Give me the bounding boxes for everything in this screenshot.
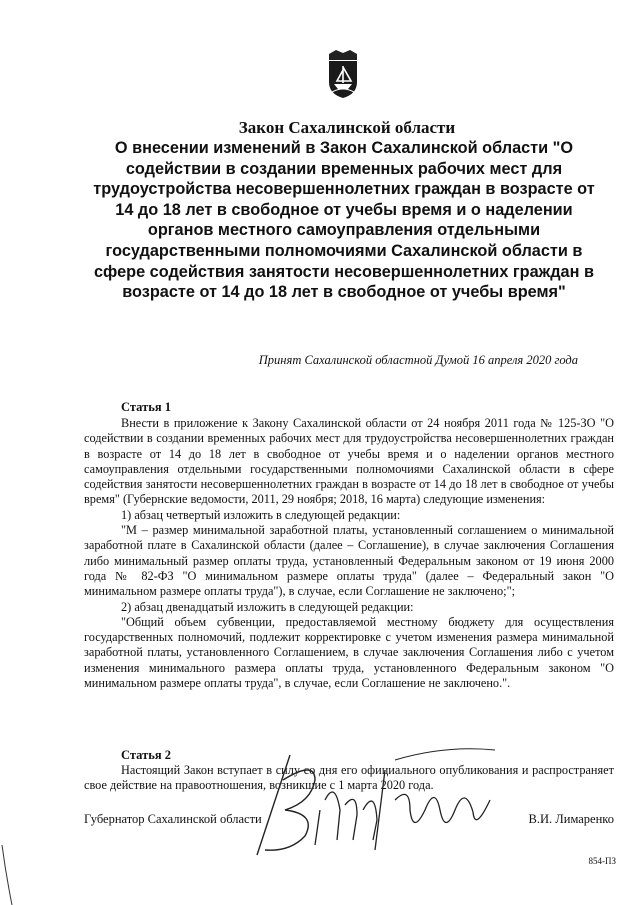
- adoption-note: Принят Сахалинской областной Думой 16 апреля 2020 года: [258, 353, 578, 367]
- article-1-paragraph: Внести в приложение к Закону Сахалинской области от 24 ноября 2011 года № 125-ЗО "О содействии в создании временных рабочих мест для трудоустройства несовершеннолетних граждан в возрасте от 14 до 18 лет в свободное от учебы время и о наделении органов местного самоуправления отдельными государственными полномочиями Сахалинской области в сфере содействия занятости несовершеннолетних граждан в возрасте от 14 до 18 лет в свободное от учебы время" (Губернские ведомости, 2011, 29 ноября; 2018, 16 марта) следующие изменения:: [84, 416, 614, 507]
- article-2-paragraph: Настоящий Закон вступает в силу со дня его официального опубликования и распространяет свое действие на правоотношения, возникшие с 1 марта 2020 года.: [84, 763, 614, 793]
- document-code: 854-ПЗ: [588, 856, 616, 866]
- article-1-heading: Статья 1: [121, 400, 171, 414]
- article-2-heading: Статья 2: [121, 748, 171, 762]
- article-1-quote-2: "Общий объем субвенции, предоставляемой местному бюджету для осуществления государственных полномочий, подлежит корректировке с учетом изменения размера минимальной заработной платы, установленного Соглашением, в случае заключения Соглашения либо с учетом изменения минимального размера оплаты труда, установленного Федеральным законом "О минимальном размере оплаты труда", в случае, если Соглашение не заключено.".: [84, 614, 614, 691]
- coat-of-arms-icon: [326, 48, 360, 100]
- article-1-body: [84, 416, 614, 691]
- law-subtitle: О внесении изменений в Закон Сахалинской области "О содействии в создании временных рабочих мест для трудоустройства несовершеннолетних граждан в возрасте от 14 до 18 лет в свободное от учебы время и о наделении органов местного самоуправления отдельными государственными полномочиями Сахалинской области в сфере содействия занятости несовершеннолетних граждан в возрасте от 14 до 18 лет в свободное от учебы время": [93, 139, 595, 302]
- article-1-item-2: 2) абзац двенадцатый изложить в следующей редакции:: [121, 599, 414, 614]
- signatory-name: В.И. Лимаренко: [528, 812, 614, 826]
- signatory-position: Губернатор Сахалинской области: [84, 812, 262, 826]
- scan-edge-mark: [0, 845, 14, 905]
- handwritten-signature: [245, 740, 515, 870]
- article-1-quote-1: "М – размер минимальной заработной платы, установленный соглашением о минимальной заработной плате в Сахалинской области (далее – Соглашение), в случае заключения Соглашения либо минимальный размер оплаты труда, установленный Федеральным законом от 19 июня 2000 года № 82-ФЗ "О минимальном размере оплаты труда" (далее – Федеральный закон "О минимальном размере оплаты труда"), в случае, если Соглашение не заключено;";: [84, 523, 614, 599]
- article-1-item-1: 1) абзац четвертый изложить в следующей редакции:: [121, 507, 401, 522]
- law-title: Закон Сахалинской области: [238, 118, 456, 137]
